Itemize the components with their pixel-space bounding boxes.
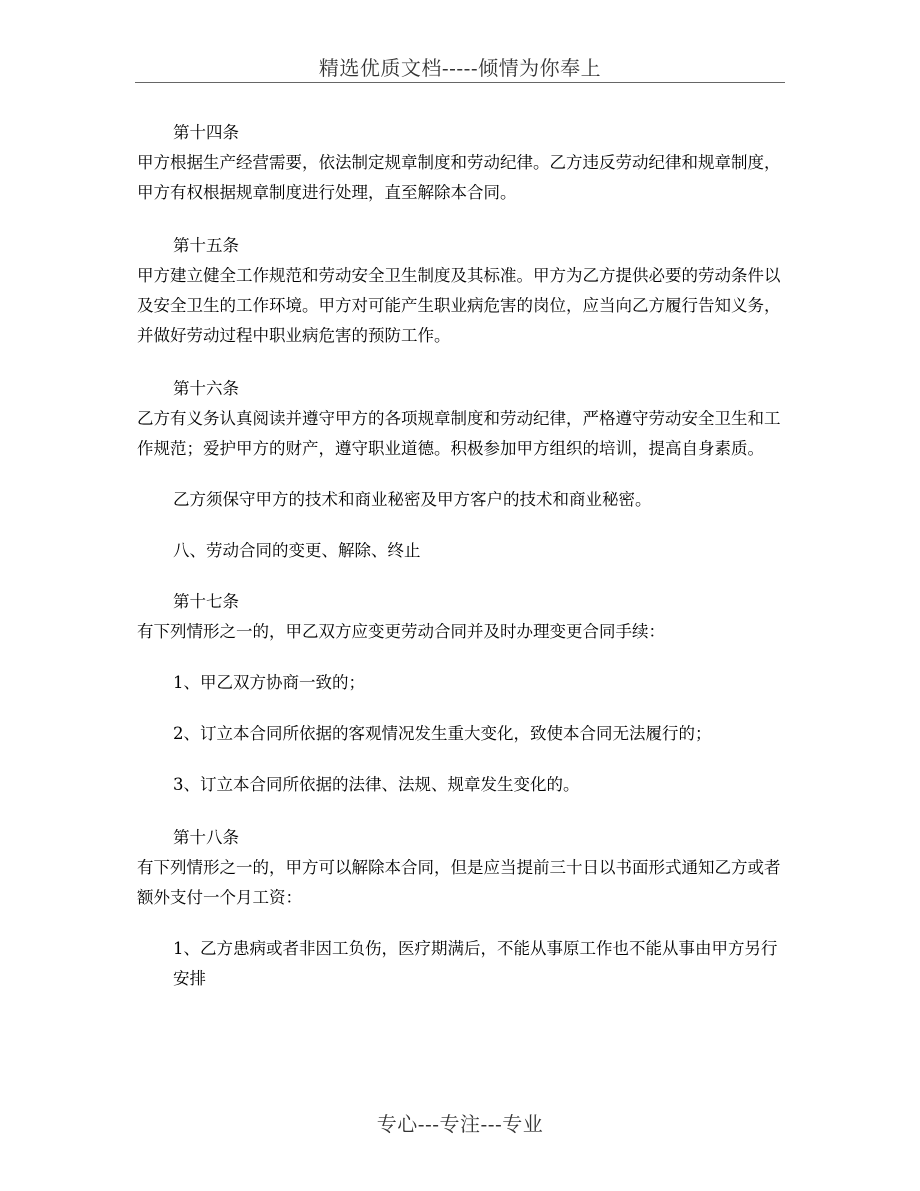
header-divider bbox=[135, 82, 785, 83]
article-14-title: 第十四条 bbox=[173, 123, 239, 142]
page-header: 精选优质文档-----倾情为你奉上 bbox=[318, 56, 602, 80]
article-17-body: 有下列情形之一的，甲乙双方应变更劳动合同并及时办理变更合同手续： bbox=[137, 622, 665, 641]
article-16-title: 第十六条 bbox=[173, 379, 239, 398]
article-17-item-3: 3、订立本合同所依据的法律、法规、规章发生变化的。 bbox=[173, 775, 580, 794]
article-17-item-1: 1、甲乙双方协商一致的； bbox=[173, 673, 365, 692]
article-18-item-1: 1、乙方患病或者非因工负伤，医疗期满后，不能从事原工作也不能从事由甲方另行安排 bbox=[173, 939, 778, 988]
article-14-body: 甲方根据生产经营需要，依法制定规章制度和劳动纪律。乙方违反劳动纪律和规章制度，甲方有权根据规章制度进行处理，直至解除本合同。 bbox=[137, 153, 781, 202]
article-15-body: 甲方建立健全工作规范和劳动安全卫生制度及其标准。甲方为乙方提供必要的劳动条件以及安全卫生的工作环境。甲方对可能产生职业病危害的岗位，应当向乙方履行告知义务，并做好劳动过程中职业病危害的预防工作。 bbox=[137, 266, 781, 345]
article-16-body: 乙方有义务认真阅读并遵守甲方的各项规章制度和劳动纪律，严格遵守劳动安全卫生和工作规范；爱护甲方的财产，遵守职业道德。积极参加甲方组织的培训，提高自身素质。 bbox=[137, 409, 781, 458]
document-body bbox=[137, 118, 785, 994]
page-footer: 专心---专注---专业 bbox=[376, 1112, 544, 1136]
article-15-title: 第十五条 bbox=[173, 236, 239, 255]
article-17-title: 第十七条 bbox=[173, 592, 239, 611]
article-18-body: 有下列情形之一的，甲方可以解除本合同，但是应当提前三十日以书面形式通知乙方或者额外支付一个月工资： bbox=[137, 858, 781, 907]
article-17-item-2: 2、订立本合同所依据的客观情况发生重大变化，致使本合同无法履行的； bbox=[173, 724, 712, 743]
article-18-title: 第十八条 bbox=[173, 828, 239, 847]
section-8-heading: 八、劳动合同的变更、解除、终止 bbox=[173, 541, 421, 560]
article-16-confidentiality: 乙方须保守甲方的技术和商业秘密及甲方客户的技术和商业秘密。 bbox=[173, 490, 652, 509]
